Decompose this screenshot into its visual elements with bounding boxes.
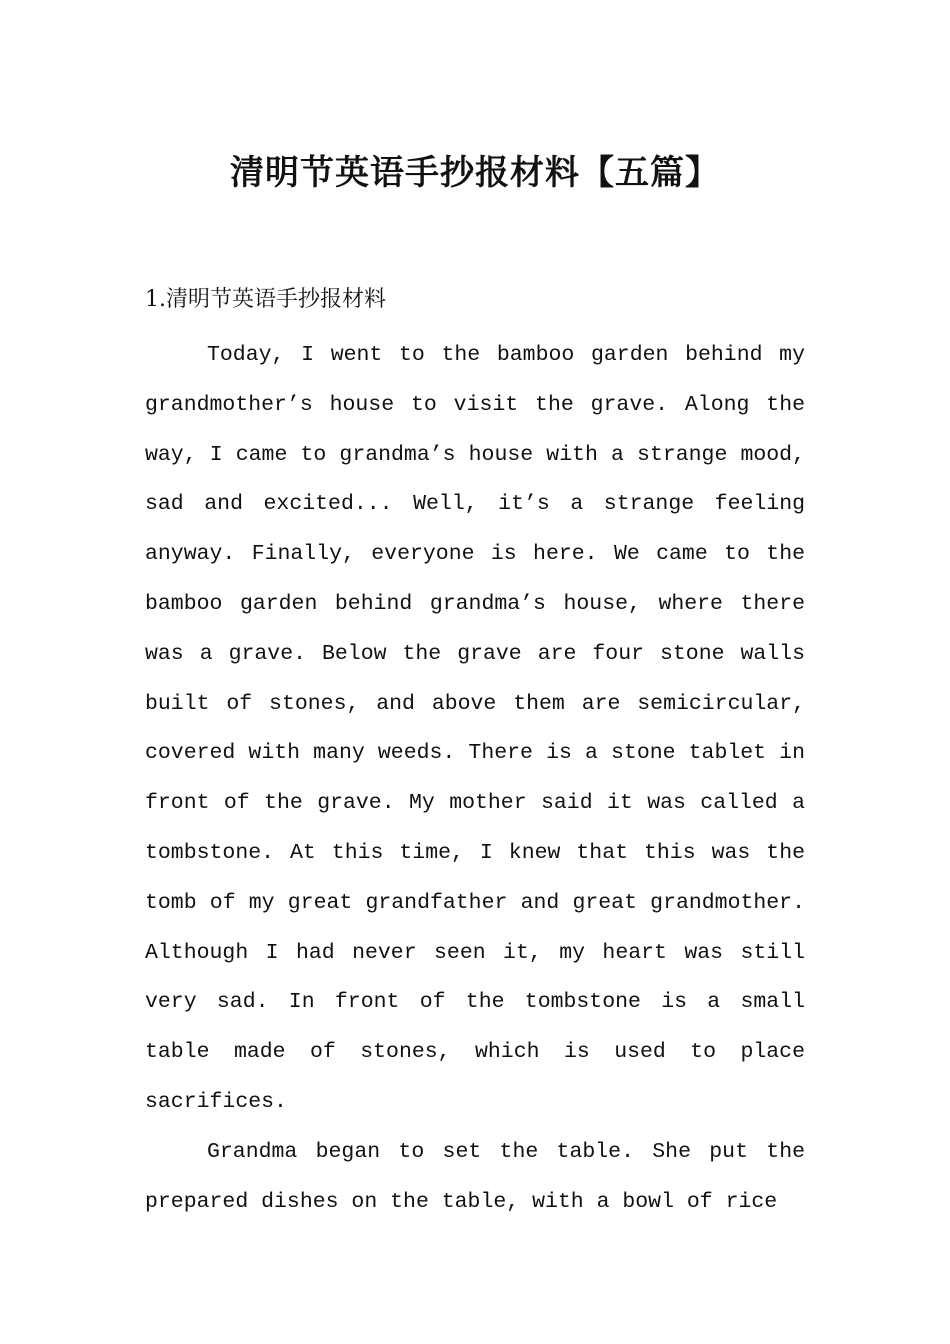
paragraph-grave-visit: Today, I went to the bamboo garden behind my grandmother’s house to visit the grave. Along the way, I came to grandma’s house with a strange mood, sad and excited... Well, it’s a strange feeling anyway. Finally, everyone is here. We came to the bamboo garden behind grandma’s house, where there was a grave. Below the grave are four stone walls built of stones, and above them are semicircular, covered with many weeds. There is a stone tablet in front of the grave. My mother said it was called a tombstone. At this time, I knew that this was the tomb of my great grandfather and great grandmother. Although I had never seen it, my heart was still very sad. In front of the tombstone is a small table made of stones, which is used to place sacrifices. xyxy=(145,343,805,1114)
document-title: 清明节英语手抄报材料【五篇】 xyxy=(230,152,720,193)
article-body xyxy=(145,331,805,1227)
section-heading: 1.清明节英语手抄报材料 xyxy=(145,287,386,312)
paragraph-table-setting: Grandma began to set the table. She put the prepared dishes on the table, with a bowl of rice xyxy=(145,1139,805,1214)
